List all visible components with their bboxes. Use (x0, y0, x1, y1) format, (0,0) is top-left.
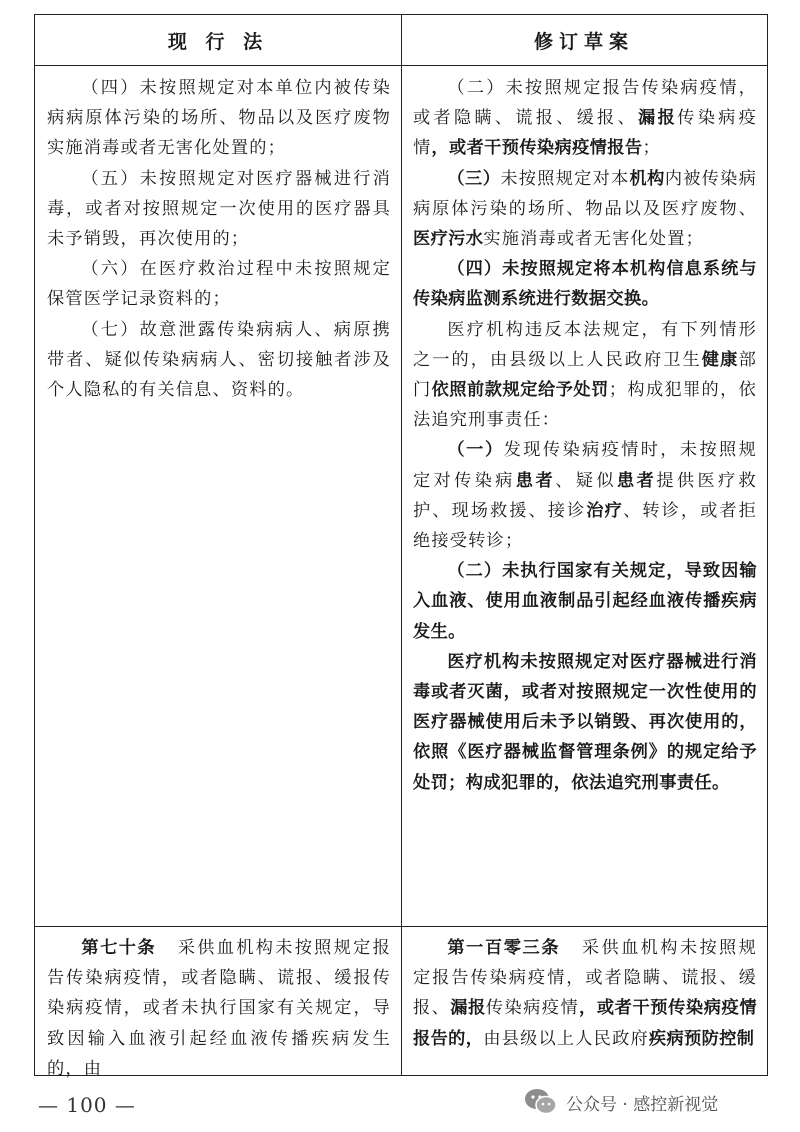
row-rule (35, 926, 767, 927)
right-item-2b: （二）未执行国家有关规定，导致因输入血液、使用血液制品引起经血液传播疾病发生。 (413, 561, 757, 642)
left-item-5: （五）未按照规定对医疗器械进行消毒，或者对按照规定一次使用的医疗器具未予销毁，再次使用的； (47, 168, 391, 250)
wechat-icon (524, 1087, 558, 1117)
right-paragraph-medical: 医疗机构违反本法规定，有下列情形之一的，由县级以上人民政府卫生健康部门依照前款规定给予处罚；构成犯罪的，依法追究刑事责任： (413, 319, 757, 431)
watermark-text: 公众号 · 感控新视觉 (566, 1094, 719, 1115)
left-item-7: （七）故意泄露传染病病人、病原携带者、疑似传染病病人、密切接触者涉及个人隐私的有关信息、资料的。 (47, 319, 391, 401)
page-number: — 100 — (38, 1093, 136, 1117)
right-item-4: （四）未按照规定将本机构信息系统与传染病监测系统进行数据交换。 (413, 259, 757, 310)
right-item-3: （三）未按照规定对本机构内被传染病病原体污染的场所、物品以及医疗废物、医疗污水实施消毒或者无害化处置； (413, 168, 757, 250)
right-item-1b: （一）发现传染病疫情时，未按照规定对传染病患者、疑似患者提供医疗救护、现场救援、接诊治疗、转诊，或者拒绝接受转诊； (413, 440, 757, 552)
row2-right-cell: 第一百零三条 采供血机构未按照规定报告传染病疫情，或者隐瞒、谎报、缓报、漏报传染病疫情，或者干预传染病疫情报告的，由县级以上人民政府疾病预防控制 (413, 938, 757, 1049)
comparison-table (34, 14, 768, 1079)
left-item-6: （六）在医疗救治过程中未按照规定保管医学记录资料的； (47, 259, 391, 310)
article-103-label: 第一百零三条 (447, 938, 561, 958)
wechat-watermark (524, 1084, 718, 1120)
row1-right-cell (413, 73, 757, 798)
header-rule (35, 65, 767, 66)
header-current-law: 现 行 法 (167, 30, 269, 53)
left-item-4: （四）未按照规定对本单位内被传染病病原体污染的场所、物品以及医疗废物实施消毒或者无害化处置的； (47, 78, 391, 159)
right-paragraph-devices: 医疗机构未按照规定对医疗器械进行消毒或者灭菌，或者对按照规定一次性使用的医疗器械使用后未予以销毁、再次使用的，依照《医疗器械监督管理条例》的规定给予处罚；构成犯罪的，依法追究刑事责任。 (413, 651, 757, 793)
right-item-2: （二）未按照规定报告传染病疫情，或者隐瞒、谎报、缓报、漏报传染病疫情，或者干预传染病疫情报告； (413, 78, 758, 159)
row2-left-cell (47, 933, 391, 1084)
article-70-text: 采供血机构未按照规定报告传染病疫情，或者隐瞒、谎报、缓报传染病疫情，或者未执行国家有关规定，导致因输入血液引起经血液传播疾病发生的，由 (47, 938, 391, 1079)
article-70-label: 第七十条 (81, 938, 157, 958)
row1-left-cell (47, 73, 391, 405)
column-divider (401, 15, 402, 1075)
header-draft: 修订草案 (533, 30, 634, 53)
